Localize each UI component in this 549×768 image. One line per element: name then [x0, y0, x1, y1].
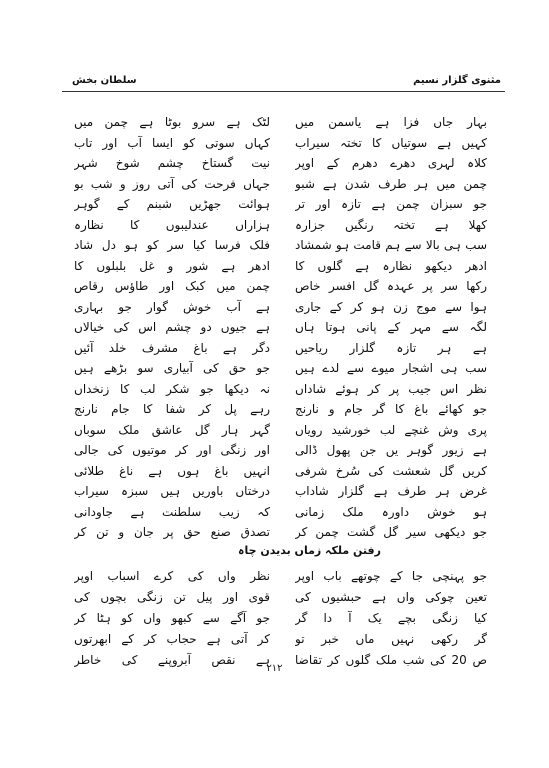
verse-couplet [0, 608, 549, 630]
header-rule [62, 91, 505, 92]
hemistich-second: قوی اور پیل تن زنگی بچوں کی [74, 590, 270, 604]
hemistich-second: نہ دیکھا جو شکر لب کا زنخداں [74, 381, 270, 396]
verse-couplet [0, 235, 549, 257]
verse-couplet [0, 587, 549, 609]
hemistich-second: جو حق کی آبیاری سو بڑھے ہیں [74, 361, 270, 375]
hemistich-second: ہے نقص آبروپنے کی خاطر [74, 653, 270, 667]
hemistich-second: دگر ہے باغ مشرف خلد آئیں [74, 340, 270, 355]
hemistich-second: اور زنگی اور کر موتیوں کی جالی [74, 443, 270, 457]
hemistich-first: کیا زنگی بچے یک آ دا گر [295, 611, 487, 625]
verse-couplet [0, 194, 549, 216]
hemistich-first: لگہ سے مہر کے پانی ہوتا ہاں [295, 320, 487, 334]
page-number: ۲۱۲ [266, 663, 283, 674]
hemistich-second: فلک فرسا کیا سر کو ہو دل شاد [74, 238, 270, 252]
hemistich-first: کہیں ہے سوتیاں کا تختہ سیراب [295, 135, 487, 150]
hemistich-first: بہار جاں فزا ہے یاسمن میں [295, 115, 487, 129]
verse-couplet [0, 629, 549, 651]
verse-couplet [0, 174, 549, 196]
section-subheading: رفتن ملکہ زماں بدیدن چاہ [238, 544, 381, 557]
hemistich-first: کریں گل شعشت کی سُرخ شرفی [295, 463, 487, 478]
hemistich-first: غرض ہر طرف ہے گلزار شاداب [295, 484, 487, 498]
hemistich-second: لٹک ہے سرو بوٹا ہے چمن میں [74, 115, 270, 129]
verse-couplet [0, 461, 549, 483]
hemistich-second: گہر ہار گل عاشق ملک سوباں [74, 422, 270, 437]
hemistich-first: چمن میں ہر طرف شدن ہے شبو [295, 176, 487, 191]
verse-couplet [0, 338, 549, 360]
hemistich-first: سب ہی بالا سے ہم قامت ہو شمشاد [295, 238, 487, 252]
verse-couplet [0, 317, 549, 339]
hemistich-first: رکھا سر پر عہدہ گل افسر خاص [295, 279, 487, 293]
hemistich-second: درختاں باوریں ہیں سبزہ سیراب [74, 484, 270, 498]
verse-couplet [0, 112, 549, 134]
verse-couplet [0, 153, 549, 175]
verse-couplet [0, 276, 549, 298]
verse-couplet [0, 502, 549, 524]
hemistich-first: جو سبزان چمن ہے تازہ اور تر [295, 197, 487, 211]
hemistich-second: رہے پل کر شفا کا جام نارنج [74, 402, 270, 416]
hemistich-second: ہوائت جھڑیں شبنم کے گوہر [74, 197, 270, 211]
hemistich-second: ہزاراں عندلیبوں کا نظارہ [74, 217, 270, 232]
hemistich-second: ہے جیوں دو چشم اس کی خیالاں [74, 320, 270, 334]
verse-couplet [0, 133, 549, 155]
hemistich-first: جو دیکھی سیر گل گشت چمن کر [295, 525, 487, 539]
hemistich-second: کہاں سوتی کو ایسا آب اور تاب [74, 135, 270, 150]
hemistich-first: کلاہ لہری دھرے دھرم کے اوپر [295, 156, 487, 170]
hemistich-second: جو آگے سے کبھو واں کو ہٹا کر [74, 611, 270, 625]
hemistich-first: جو پہنچی جا کے چوتھے باب اوپر [295, 569, 487, 583]
hemistich-second: انہیں باغ ہوں ہے ناغ طلائی [74, 463, 270, 478]
hemistich-first: گر رکھی نہیں ماں خبر تو [295, 632, 487, 646]
hemistich-first: نظر اس جیب پر کر ہوئے شاداں [295, 381, 487, 396]
verse-couplet [0, 215, 549, 237]
verse-couplet [0, 297, 549, 319]
hemistich-first: ادھر دیکھو نظارہ ہے گلوں کا [295, 258, 487, 273]
hemistich-second: نظر واں کی کرے اسباب اوپر [74, 569, 270, 583]
verse-couplet [0, 256, 549, 278]
hemistich-first: جو کھائے باغ کا گر جام و نارنج [295, 402, 487, 416]
hemistich-second: نیت گستاخ چشم شوخ شہر [74, 156, 270, 170]
hemistich-second: جہاں فرحت کی آتی روز و شب بو [74, 176, 270, 191]
hemistich-first: پری وش غنچے لب خورشید رویاں [295, 422, 487, 437]
hemistich-first: سب ہی اشجار میوے سے لدے ہیں [295, 361, 487, 375]
hemistich-second: کہ زیب سلطنت ہے جاودانی [74, 504, 270, 519]
hemistich-first: کھلا ہے تختہ رنگیں جزارہ [295, 217, 487, 232]
hemistich-second: کر آتی ہے حجاب کر کے ابھرتوں [74, 632, 270, 646]
verse-couplet [0, 481, 549, 503]
hemistich-second: چمن میں کبک اور طاؤس رقاص [74, 279, 270, 293]
hemistich-first: ہو خوش داورہ ملک زمانی [295, 504, 487, 519]
verse-couplet [0, 358, 549, 380]
hemistich-first: ہوا سے موج زن ہو کر کے جاری [295, 299, 487, 314]
verse-couplet [0, 399, 549, 421]
hemistich-first: ہے ہر تازہ گلزار ریاحیں [295, 340, 487, 355]
verse-couplet [0, 420, 549, 442]
hemistich-second: ادھر ہے شور و غل بلبلوں کا [74, 258, 270, 273]
verse-couplet [0, 379, 549, 401]
hemistich-second: ہے آب خوش گوار جو بہاری [74, 299, 270, 314]
running-header-author: سلطان بخش [72, 75, 137, 86]
hemistich-first: ہے زیور گوہر یں جن پھول ڈالی [295, 443, 487, 457]
running-header-title: مثنوی گلزار نسیم [413, 75, 501, 86]
verse-couplet [0, 440, 549, 462]
verse-couplet [0, 566, 549, 588]
hemistich-second: تصدق صنع حق پر جان و تن کر [74, 525, 270, 539]
hemistich-first: تعین چوکی واں ہے حبشیوں کی [295, 590, 487, 604]
hemistich-first: ص 20 کی شب ملک گلوں کر تقاضا [295, 653, 487, 667]
verse-couplet [0, 522, 549, 544]
